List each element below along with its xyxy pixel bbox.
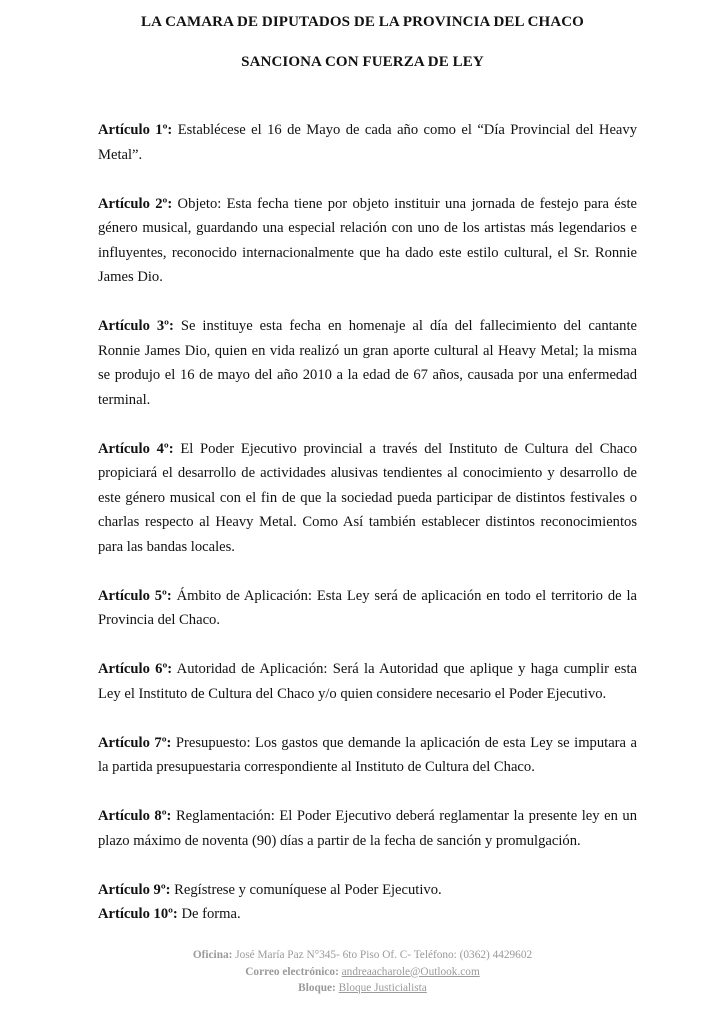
article-text: El Poder Ejecutivo provincial a través del Instituto de Cultura del Chaco propiciará el desarrollo de actividades alusivas tendientes al conocimiento y desarrollo de este género musical con el fin de que la sociedad pueda participar de distintos festivales o charlas respecto al Heavy Metal. Como Así también establecer distintos reconocimientos para las bandas locales. — [98, 440, 638, 555]
article-text: De forma. — [181, 906, 241, 922]
footer-office-label: Oficina: — [192, 949, 233, 961]
article-2 — [98, 192, 637, 290]
article-text: Regístrese y comuníquese al Poder Ejecutivo. — [174, 881, 442, 898]
article-label: Artículo 5º: — [98, 587, 172, 604]
footer-bloc-label: Bloque: — [298, 982, 336, 994]
footer-bloc-link[interactable]: Bloque Justicialista — [338, 982, 427, 994]
article-label: Artículo 2º: — [98, 195, 173, 212]
article-label: Artículo 4º: — [98, 440, 174, 457]
article-7 — [98, 731, 637, 780]
article-label: Artículo 9º: — [98, 881, 171, 898]
article-label: Artículo 8º: — [98, 808, 172, 824]
article-label: Artículo 7º: — [98, 734, 172, 751]
article-9 — [98, 878, 637, 903]
article-5 — [98, 584, 637, 633]
footer-email-link[interactable]: andreaacharole@Outlook.com — [341, 965, 480, 978]
footer-office-value: José María Paz N°345- 6to Piso Of. C- Teléfono: (0362) 4429602 — [235, 949, 533, 961]
article-label: Artículo 1º: — [98, 122, 173, 138]
article-text: Establécese el 16 de Mayo de cada año como el “Día Provincial del Heavy Metal”. — [98, 122, 637, 163]
articles-list — [98, 118, 637, 927]
article-text: Se instituye esta fecha en homenaje al día del fallecimiento del cantante Ronnie James Dio, quien en vida realizó un gran aporte cultural al Heavy Metal; la misma se produjo el 16 de mayo del año 2010 a la edad de 67 años, causada por una enfermedad terminal. — [98, 318, 637, 408]
footer-email-label: Correo electrónico: — [245, 965, 339, 978]
article-text: Ámbito de Aplicación: Esta Ley será de aplicación en todo el territorio de la Provincia del Chaco. — [98, 587, 637, 628]
document-subheading: SANCIONA CON FUERZA DE LEY — [241, 54, 484, 70]
page-footer — [0, 947, 725, 997]
article-1 — [98, 118, 637, 167]
article-text: Objeto: Esta fecha tiene por objeto instituir una jornada de festejo para éste género musical, guardando una especial relación con uno de los artistas más legendarios e influyentes, reconocido internacionalmente que ha dado este estilo cultural, el Sr. Ronnie James Dio. — [98, 195, 638, 285]
article-label: Artículo 6º: — [98, 661, 173, 677]
article-6 — [98, 657, 637, 706]
article-text: Presupuesto: Los gastos que demande la aplicación de esta Ley se imputara a la partida presupuestaria correspondiente al Instituto de Cultura del Chaco. — [98, 734, 638, 775]
footer-bloc-line — [0, 980, 725, 997]
article-8 — [98, 804, 637, 853]
article-3 — [98, 314, 637, 412]
article-text: Reglamentación: El Poder Ejecutivo deberá reglamentar la presente ley en un plazo máximo de noventa (90) días a partir de la fecha de sanción y promulgación. — [98, 808, 637, 849]
article-label: Artículo 3º: — [98, 318, 174, 334]
footer-email-line — [0, 964, 725, 981]
document-heading: LA CAMARA DE DIPUTADOS DE LA PROVINCIA DEL CHACO — [141, 14, 584, 30]
article-label: Artículo 10º: — [98, 906, 178, 922]
article-4 — [98, 437, 637, 560]
article-10 — [98, 902, 637, 927]
footer-office-line — [0, 947, 725, 964]
article-text: Autoridad de Aplicación: Será la Autoridad que aplique y haga cumplir esta Ley el Instituto de Cultura del Chaco y/o quien considere necesario el Poder Ejecutivo. — [98, 661, 637, 702]
